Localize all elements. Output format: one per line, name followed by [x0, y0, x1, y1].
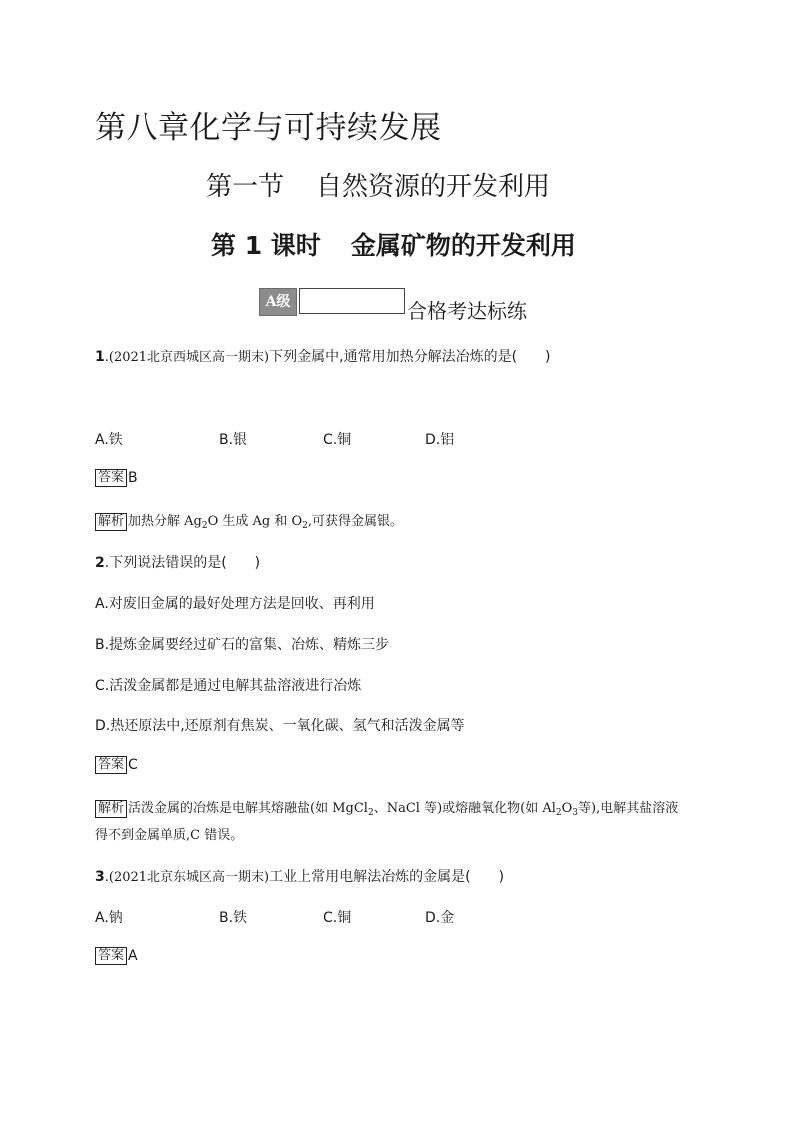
analysis-tag: 解析 [95, 800, 127, 818]
option-c: C.铜 [323, 910, 352, 926]
lesson-name: 金属矿物的开发利用 [350, 231, 576, 260]
subscript: 2 [201, 521, 208, 531]
analysis-text: ,可获得金属银。 [307, 514, 404, 529]
question-stem: .下列说法错误的是( ) [104, 555, 261, 571]
analysis-2 [95, 797, 678, 818]
answer-tag: 答案 [95, 947, 127, 965]
analysis-text: 活泼金属的冶炼是电解其熔融盐(如 MgCl [128, 801, 368, 816]
analysis-1 [95, 510, 403, 531]
subscript: 2 [555, 808, 562, 818]
level-label: 合格考达标练 [407, 299, 527, 323]
analysis-tag: 解析 [95, 513, 127, 531]
analysis-text: 等),电解其盐溶液 [578, 801, 679, 816]
analysis-2-line2: 得不到金属单质,C 错误。 [95, 828, 244, 843]
option-d: D.热还原法中,还原剂有焦炭、一氧化碳、氢气和活泼金属等 [95, 718, 465, 734]
level-badge: A级 [259, 288, 297, 316]
question-3 [95, 866, 504, 886]
subscript: 2 [302, 521, 308, 531]
question-source: .(2021北京西城区高一期末) [104, 350, 270, 365]
answer-2 [95, 756, 138, 774]
question-source: .(2021北京东城区高一期末) [104, 870, 270, 885]
question-stem: 下列金属中,通常用加热分解法冶炼的是( ) [269, 349, 551, 365]
option-c: C.铜 [323, 432, 352, 448]
lesson-title [211, 226, 576, 262]
option-a: A.对废旧金属的最好处理方法是回收、再利用 [95, 596, 375, 612]
section-name: 自然资源的开发利用 [316, 172, 551, 202]
subscript: 2 [367, 808, 374, 818]
subscript: 3 [572, 808, 579, 818]
answer-tag: 答案 [95, 756, 127, 774]
answer-value: B [128, 470, 138, 486]
option-c: C.活泼金属都是通过电解其盐溶液进行冶炼 [95, 678, 362, 694]
section-number: 第一节 [206, 172, 285, 202]
question-2 [95, 552, 260, 572]
answer-3 [95, 947, 138, 965]
answer-value: C [128, 757, 138, 773]
option-a: A.铁 [95, 432, 123, 448]
analysis-text: 加热分解 Ag [128, 514, 202, 529]
analysis-text: O [561, 801, 573, 816]
question-stem: 工业上常用电解法冶炼的金属是( ) [269, 869, 505, 885]
question-number: 1 [95, 349, 105, 365]
analysis-text: 、NaCl 等)或熔融氧化物(如 Al [373, 801, 556, 816]
level-blank-box [299, 288, 405, 314]
option-b: B.银 [219, 432, 248, 448]
section-title [206, 166, 550, 203]
answer-1 [95, 469, 138, 487]
answer-tag: 答案 [95, 469, 127, 487]
option-d: D.铝 [425, 432, 455, 448]
option-b: B.铁 [219, 910, 248, 926]
question-1 [95, 346, 551, 366]
analysis-text: O 生成 Ag 和 O [207, 514, 303, 529]
option-b: B.提炼金属要经过矿石的富集、冶炼、精炼三步 [95, 637, 390, 653]
question-number: 2 [95, 555, 105, 571]
chapter-title: 第八章化学与可持续发展 [95, 110, 442, 146]
question-number: 3 [95, 869, 105, 885]
lesson-number: 第 1 课时 [211, 231, 321, 260]
answer-value: A [128, 948, 138, 964]
option-d: D.金 [425, 910, 455, 926]
option-a: A.钠 [95, 910, 123, 926]
